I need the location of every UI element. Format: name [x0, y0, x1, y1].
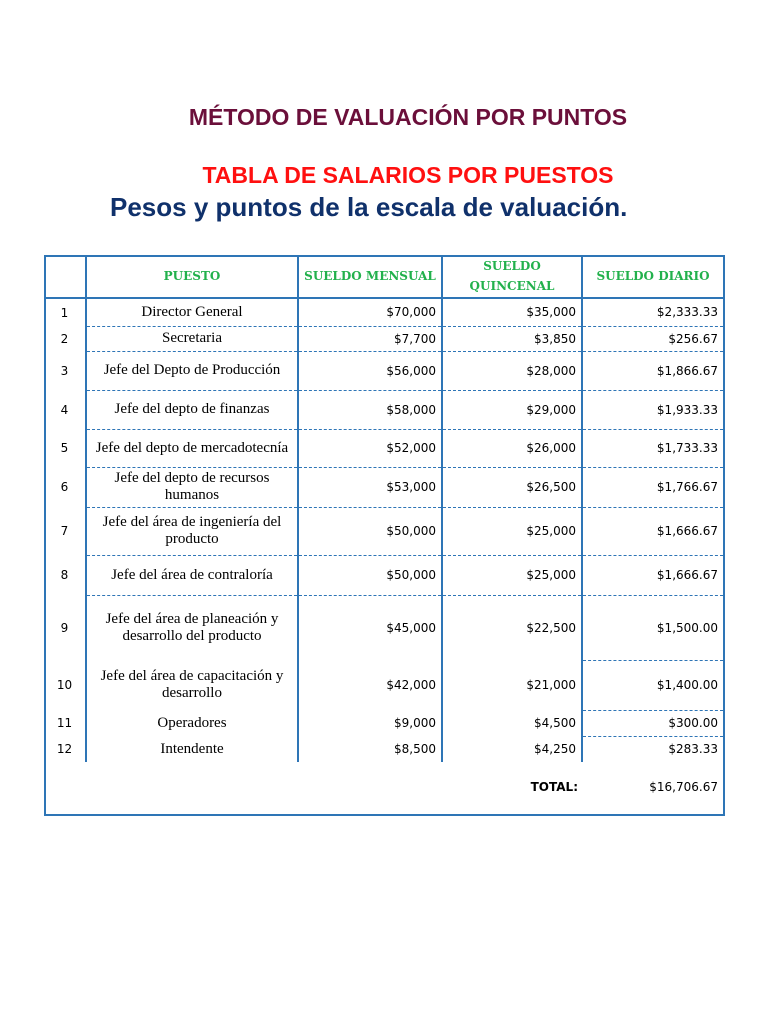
row-quincenal: $3,850 — [442, 326, 582, 351]
header-sueldo-quincenal — [442, 255, 582, 298]
row-num: 7 — [60, 524, 69, 538]
row-mensual: $50,000 — [298, 507, 442, 555]
row-num: 9 — [60, 620, 69, 635]
row-puesto: Operadores — [86, 710, 298, 736]
row-puesto: Jefe del depto de mercadotecnía — [86, 429, 298, 467]
row-diario: $1,733.33 — [582, 429, 723, 467]
row-diario: $1,666.67 — [582, 507, 723, 555]
row-mensual: $56,000 — [298, 351, 442, 390]
row-diario: $1,500.00 — [582, 595, 723, 660]
row-diario: $256.67 — [582, 326, 723, 351]
table-row — [44, 555, 723, 595]
row-quincenal: $26,000 — [442, 429, 582, 467]
row-num: 11 — [56, 716, 73, 730]
total-label: TOTAL: — [530, 780, 578, 794]
row-diario: $300.00 — [582, 710, 723, 736]
row-puesto: Jefe del área de contraloría — [86, 555, 298, 595]
row-diario: $283.33 — [582, 736, 723, 762]
table-row — [44, 390, 723, 429]
salary-table — [44, 255, 723, 812]
row-quincenal: $22,500 — [442, 595, 582, 660]
header-sueldo-diario: SUELDO DIARIO — [582, 255, 723, 298]
header-quincenal-line2: QUINCENAL — [469, 279, 555, 293]
row-mensual: $53,000 — [298, 467, 442, 507]
row-mensual: $45,000 — [298, 595, 442, 660]
table-row — [44, 351, 723, 390]
row-quincenal: $4,250 — [442, 736, 582, 762]
row-mensual: $52,000 — [298, 429, 442, 467]
row-quincenal: $4,500 — [442, 710, 582, 736]
row-num: 3 — [60, 363, 69, 378]
row-puesto: Director General — [86, 298, 298, 326]
header-quincenal-line1: SUELDO — [483, 259, 541, 273]
row-quincenal: $25,000 — [442, 555, 582, 595]
row-quincenal: $29,000 — [442, 390, 582, 429]
row-mensual: $9,000 — [298, 710, 442, 736]
row-num: 1 — [60, 305, 69, 320]
row-puesto: Secretaria — [86, 326, 298, 351]
scale-title: Pesos y puntos de la escala de valuación. — [110, 192, 628, 222]
row-diario: $1,933.33 — [582, 390, 723, 429]
total-value: $16,706.67 — [649, 780, 718, 794]
table-row — [44, 736, 723, 762]
row-diario: $1,666.67 — [582, 555, 723, 595]
row-puesto: Jefe del Depto de Producción — [86, 351, 298, 390]
header-puesto: PUESTO — [86, 255, 298, 298]
row-quincenal: $35,000 — [442, 298, 582, 326]
row-diario: $1,766.67 — [582, 467, 723, 507]
table-row — [44, 326, 723, 351]
row-puesto: Jefe del área de ingeniería del producto — [86, 507, 298, 555]
table-row — [44, 507, 723, 555]
table-row — [44, 467, 723, 507]
row-mensual: $8,500 — [298, 736, 442, 762]
main-title: MÉTODO DE VALUACIÓN POR PUNTOS — [188, 104, 628, 130]
table-row — [44, 298, 723, 326]
row-num: 2 — [60, 331, 69, 346]
sub-title: TABLA DE SALARIOS POR PUESTOS — [202, 162, 614, 188]
row-quincenal: $28,000 — [442, 351, 582, 390]
row-diario: $2,333.33 — [582, 298, 723, 326]
row-mensual: $70,000 — [298, 298, 442, 326]
row-num: 5 — [60, 441, 69, 455]
table-header-row — [44, 255, 723, 298]
table-row — [44, 429, 723, 467]
row-mensual: $58,000 — [298, 390, 442, 429]
header-sueldo-mensual: SUELDO MENSUAL — [298, 255, 442, 298]
header-num — [44, 255, 86, 298]
row-num: 8 — [60, 568, 69, 582]
row-mensual: $50,000 — [298, 555, 442, 595]
total-row — [44, 762, 723, 812]
row-puesto: Intendente — [86, 736, 298, 762]
table-row — [44, 660, 723, 710]
row-diario: $1,866.67 — [582, 351, 723, 390]
row-num: 4 — [60, 402, 69, 417]
row-diario: $1,400.00 — [582, 660, 723, 710]
row-num: 12 — [56, 742, 73, 756]
row-puesto: Jefe del área de capacitación y desarrollo — [86, 660, 298, 710]
table-row — [44, 710, 723, 736]
row-quincenal: $25,000 — [442, 507, 582, 555]
row-quincenal: $21,000 — [442, 660, 582, 710]
table-row — [44, 595, 723, 660]
row-mensual: $7,700 — [298, 326, 442, 351]
row-puesto: Jefe del depto de finanzas — [86, 390, 298, 429]
row-puesto: Jefe del depto de recursos humanos — [86, 467, 298, 507]
row-mensual: $42,000 — [298, 660, 442, 710]
row-num: 10 — [56, 678, 73, 692]
row-num: 6 — [60, 480, 69, 494]
row-puesto: Jefe del área de planeación y desarrollo del producto — [86, 595, 298, 660]
row-quincenal: $26,500 — [442, 467, 582, 507]
